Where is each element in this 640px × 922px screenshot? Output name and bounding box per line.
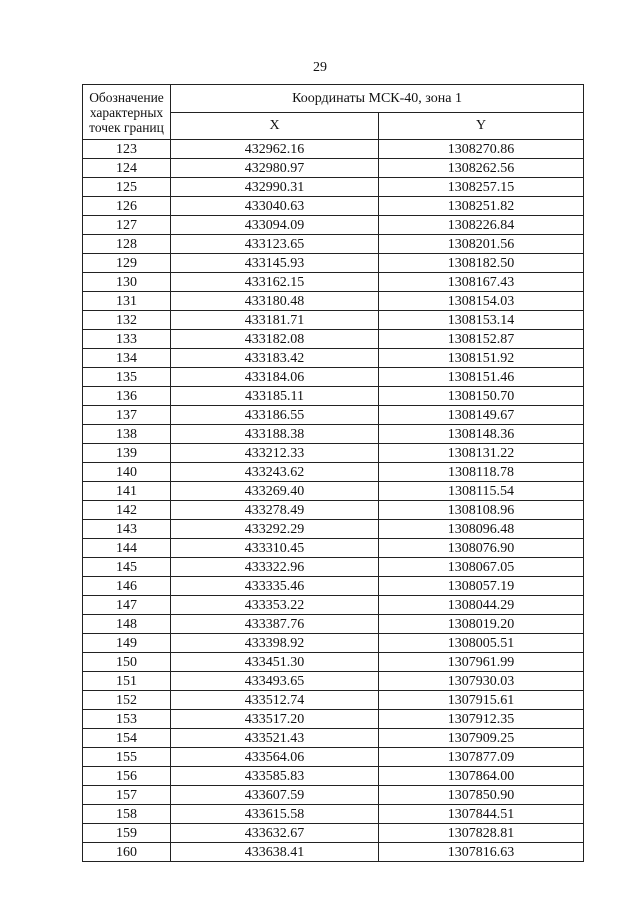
point-id-cell: 146 <box>83 577 171 596</box>
table-row <box>83 197 584 216</box>
table-row <box>83 368 584 387</box>
table-row <box>83 843 584 862</box>
x-coordinate-cell: 433451.30 <box>171 653 379 672</box>
y-coordinate-cell: 1308118.78 <box>379 463 584 482</box>
point-id-cell: 135 <box>83 368 171 387</box>
y-coordinate-cell: 1307877.09 <box>379 748 584 767</box>
point-id-cell: 139 <box>83 444 171 463</box>
x-coordinate-cell: 433181.71 <box>171 311 379 330</box>
y-coordinate-cell: 1308251.82 <box>379 197 584 216</box>
point-id-cell: 123 <box>83 140 171 159</box>
y-coordinate-cell: 1308057.19 <box>379 577 584 596</box>
point-id-cell: 154 <box>83 729 171 748</box>
x-coordinate-cell: 433123.65 <box>171 235 379 254</box>
x-coordinate-cell: 433517.20 <box>171 710 379 729</box>
table-row <box>83 558 584 577</box>
table-row <box>83 159 584 178</box>
point-id-cell: 132 <box>83 311 171 330</box>
x-coordinate-cell: 433521.43 <box>171 729 379 748</box>
y-coordinate-cell: 1307850.90 <box>379 786 584 805</box>
table-row <box>83 273 584 292</box>
point-id-cell: 145 <box>83 558 171 577</box>
y-coordinate-cell: 1308044.29 <box>379 596 584 615</box>
table-row <box>83 691 584 710</box>
point-id-cell: 134 <box>83 349 171 368</box>
point-id-cell: 137 <box>83 406 171 425</box>
table-row <box>83 577 584 596</box>
x-coordinate-cell: 433188.38 <box>171 425 379 444</box>
x-coordinate-cell: 433180.48 <box>171 292 379 311</box>
y-coordinate-cell: 1308115.54 <box>379 482 584 501</box>
table-row <box>83 311 584 330</box>
y-coordinate-cell: 1308270.86 <box>379 140 584 159</box>
point-id-cell: 159 <box>83 824 171 843</box>
table-row <box>83 425 584 444</box>
point-id-cell: 131 <box>83 292 171 311</box>
y-coordinate-cell: 1308148.36 <box>379 425 584 444</box>
point-id-cell: 158 <box>83 805 171 824</box>
x-coordinate-cell: 433212.33 <box>171 444 379 463</box>
x-coordinate-cell: 432990.31 <box>171 178 379 197</box>
x-coordinate-cell: 433269.40 <box>171 482 379 501</box>
y-coordinate-cell: 1308005.51 <box>379 634 584 653</box>
y-coordinate-cell: 1308154.03 <box>379 292 584 311</box>
y-coordinate-cell: 1308182.50 <box>379 254 584 273</box>
x-coordinate-cell: 433243.62 <box>171 463 379 482</box>
point-id-cell: 142 <box>83 501 171 520</box>
y-coordinate-cell: 1308149.67 <box>379 406 584 425</box>
table-row <box>83 140 584 159</box>
y-coordinate-cell: 1307912.35 <box>379 710 584 729</box>
y-coordinate-cell: 1307915.61 <box>379 691 584 710</box>
y-coordinate-cell: 1307930.03 <box>379 672 584 691</box>
x-coordinate-cell: 433182.08 <box>171 330 379 349</box>
y-coordinate-cell: 1308201.56 <box>379 235 584 254</box>
table-row <box>83 330 584 349</box>
table-row <box>83 387 584 406</box>
y-coordinate-cell: 1308096.48 <box>379 520 584 539</box>
y-coordinate-cell: 1307961.99 <box>379 653 584 672</box>
x-coordinate-cell: 433607.59 <box>171 786 379 805</box>
y-coordinate-cell: 1308262.56 <box>379 159 584 178</box>
coords-title-header: Координаты МСК-40, зона 1 <box>171 85 584 113</box>
x-coordinate-cell: 433322.96 <box>171 558 379 577</box>
table-row <box>83 463 584 482</box>
y-coordinate-cell: 1308076.90 <box>379 539 584 558</box>
x-coordinate-cell: 433278.49 <box>171 501 379 520</box>
point-id-cell: 147 <box>83 596 171 615</box>
point-id-cell: 151 <box>83 672 171 691</box>
table-row <box>83 235 584 254</box>
x-coordinate-cell: 433493.65 <box>171 672 379 691</box>
y-coordinate-cell: 1307864.00 <box>379 767 584 786</box>
table-row <box>83 406 584 425</box>
point-id-cell: 143 <box>83 520 171 539</box>
x-coordinate-cell: 433353.22 <box>171 596 379 615</box>
page-number: 29 <box>313 60 327 75</box>
table-row <box>83 786 584 805</box>
y-coordinate-cell: 1307816.63 <box>379 843 584 862</box>
table-row <box>83 178 584 197</box>
x-coordinate-cell: 433564.06 <box>171 748 379 767</box>
x-coordinate-cell: 433186.55 <box>171 406 379 425</box>
table-row <box>83 501 584 520</box>
point-id-cell: 157 <box>83 786 171 805</box>
point-id-cell: 149 <box>83 634 171 653</box>
y-column-header: Y <box>379 112 584 140</box>
x-coordinate-cell: 433398.92 <box>171 634 379 653</box>
table-row <box>83 824 584 843</box>
point-id-cell: 153 <box>83 710 171 729</box>
x-coordinate-cell: 433185.11 <box>171 387 379 406</box>
table-row <box>83 615 584 634</box>
x-coordinate-cell: 433145.93 <box>171 254 379 273</box>
table-header <box>83 85 584 140</box>
table-row <box>83 539 584 558</box>
point-id-cell: 127 <box>83 216 171 235</box>
x-coordinate-cell: 433310.45 <box>171 539 379 558</box>
point-id-cell: 125 <box>83 178 171 197</box>
x-coordinate-cell: 433387.76 <box>171 615 379 634</box>
point-id-cell: 144 <box>83 539 171 558</box>
table-row <box>83 349 584 368</box>
y-coordinate-cell: 1308108.96 <box>379 501 584 520</box>
table-row <box>83 729 584 748</box>
table-row <box>83 444 584 463</box>
x-coordinate-cell: 433638.41 <box>171 843 379 862</box>
y-coordinate-cell: 1308151.46 <box>379 368 584 387</box>
point-id-cell: 128 <box>83 235 171 254</box>
table-row <box>83 672 584 691</box>
x-coordinate-cell: 432962.16 <box>171 140 379 159</box>
x-coordinate-cell: 433094.09 <box>171 216 379 235</box>
x-coordinate-cell: 433512.74 <box>171 691 379 710</box>
point-id-cell: 156 <box>83 767 171 786</box>
table-row <box>83 482 584 501</box>
table-row <box>83 805 584 824</box>
point-id-cell: 129 <box>83 254 171 273</box>
point-id-cell: 133 <box>83 330 171 349</box>
x-coordinate-cell: 433040.63 <box>171 197 379 216</box>
table-row <box>83 254 584 273</box>
table-row <box>83 653 584 672</box>
y-coordinate-cell: 1308150.70 <box>379 387 584 406</box>
table-row <box>83 596 584 615</box>
y-coordinate-cell: 1308153.14 <box>379 311 584 330</box>
point-id-cell: 155 <box>83 748 171 767</box>
y-coordinate-cell: 1307909.25 <box>379 729 584 748</box>
x-coordinate-cell: 433615.58 <box>171 805 379 824</box>
x-coordinate-cell: 433585.83 <box>171 767 379 786</box>
point-id-cell: 140 <box>83 463 171 482</box>
table-row <box>83 634 584 653</box>
y-coordinate-cell: 1308151.92 <box>379 349 584 368</box>
x-coordinate-cell: 433162.15 <box>171 273 379 292</box>
x-coordinate-cell: 433183.42 <box>171 349 379 368</box>
table-row <box>83 748 584 767</box>
y-coordinate-cell: 1307828.81 <box>379 824 584 843</box>
point-id-cell: 124 <box>83 159 171 178</box>
y-coordinate-cell: 1308257.15 <box>379 178 584 197</box>
point-id-cell: 150 <box>83 653 171 672</box>
table-body <box>83 140 584 862</box>
y-coordinate-cell: 1308226.84 <box>379 216 584 235</box>
point-id-cell: 136 <box>83 387 171 406</box>
x-coordinate-cell: 432980.97 <box>171 159 379 178</box>
point-id-cell: 138 <box>83 425 171 444</box>
table-row <box>83 216 584 235</box>
y-coordinate-cell: 1308167.43 <box>379 273 584 292</box>
x-coordinate-cell: 433632.67 <box>171 824 379 843</box>
table-row <box>83 767 584 786</box>
y-coordinate-cell: 1307844.51 <box>379 805 584 824</box>
y-coordinate-cell: 1308019.20 <box>379 615 584 634</box>
table-row <box>83 292 584 311</box>
y-coordinate-cell: 1308067.05 <box>379 558 584 577</box>
table-row <box>83 520 584 539</box>
point-id-cell: 130 <box>83 273 171 292</box>
x-column-header: X <box>171 112 379 140</box>
coordinates-table <box>82 84 584 862</box>
y-coordinate-cell: 1308131.22 <box>379 444 584 463</box>
point-id-cell: 141 <box>83 482 171 501</box>
x-coordinate-cell: 433335.46 <box>171 577 379 596</box>
point-id-cell: 152 <box>83 691 171 710</box>
point-id-cell: 148 <box>83 615 171 634</box>
table-row <box>83 710 584 729</box>
point-label-header: Обозначение характерных точек границ <box>83 85 171 140</box>
y-coordinate-cell: 1308152.87 <box>379 330 584 349</box>
point-id-cell: 160 <box>83 843 171 862</box>
point-id-cell: 126 <box>83 197 171 216</box>
x-coordinate-cell: 433292.29 <box>171 520 379 539</box>
x-coordinate-cell: 433184.06 <box>171 368 379 387</box>
